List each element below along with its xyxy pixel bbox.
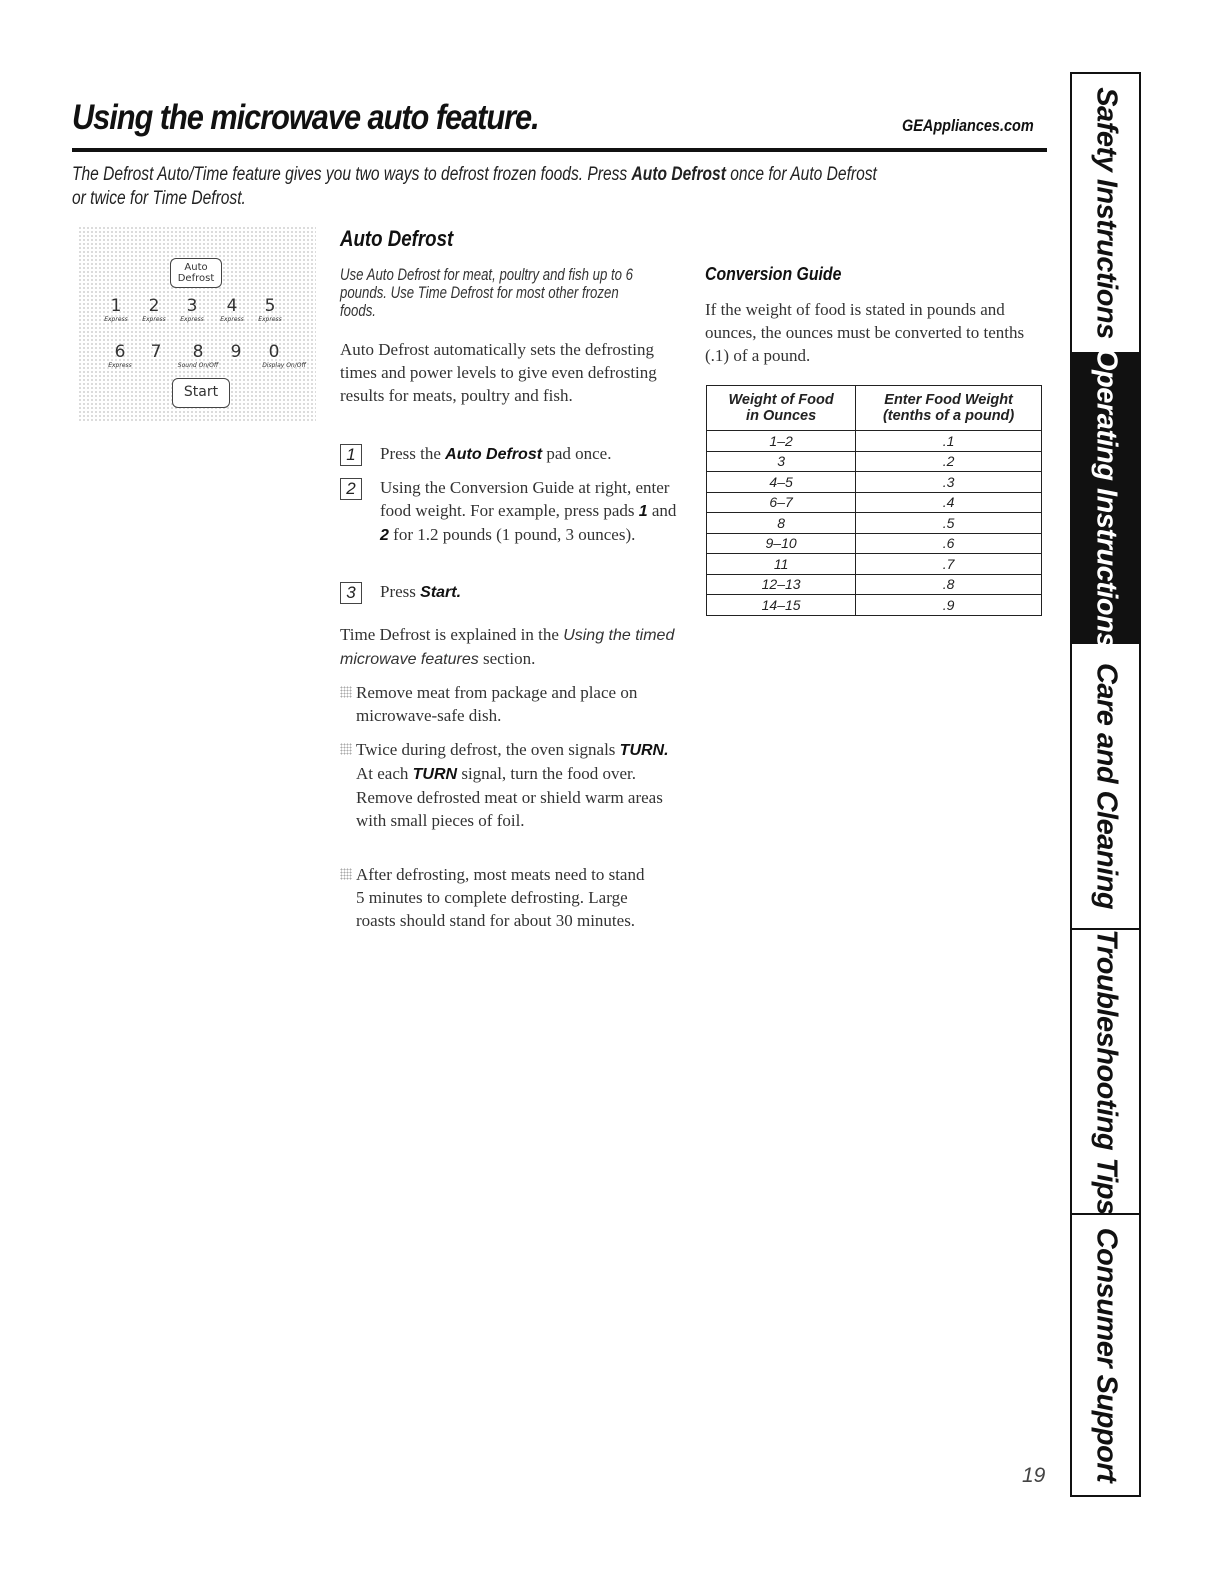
step-text-2 <box>380 476 680 547</box>
digit-key-2: 2 <box>148 296 160 316</box>
step-1-bold: Auto Defrost <box>445 446 543 463</box>
time-defrost-ital: Using the timed microwave features <box>340 627 675 668</box>
step-2-bold1: 1 <box>638 503 648 520</box>
digit-sub-6: Express <box>108 362 132 369</box>
digit-sub-0: Display On/Off <box>262 362 306 369</box>
auto-defrost-description: Auto Defrost automatically sets the defrosting times and power levels to give even defrosting results for meats, poultry and fish. <box>340 340 657 405</box>
digit-sub-2: Express <box>142 316 166 323</box>
ounces-cell: 3 <box>707 451 856 472</box>
ounces-cell: 4–5 <box>707 472 856 493</box>
digit-key-0: 0 <box>268 342 280 362</box>
digit-sub-4: Express <box>220 316 244 323</box>
bullet-text-3: After defrosting, most meats need to stand 5 minutes to complete defrosting. Large roasts should stand for about 30 minutes. <box>356 865 645 930</box>
tenths-cell: .9 <box>856 595 1042 616</box>
digit-key-4: 4 <box>226 296 238 316</box>
bullet-text-1: Remove meat from package and place on microwave-safe dish. <box>356 683 638 725</box>
digit-key-6: 6 <box>114 342 126 362</box>
ounces-cell: 6–7 <box>707 492 856 513</box>
digit-key-9: 9 <box>230 342 242 362</box>
ounces-cell: 14–15 <box>707 595 856 616</box>
step-2-pre: Using the Conversion Guide at right, enter food weight. For example, press pads <box>380 478 670 520</box>
digit-key-7: 7 <box>150 342 162 362</box>
step-2-post: for 1.2 pounds (1 pound, 3 ounces). <box>388 525 636 544</box>
digit-sub-8: Sound On/Off <box>177 362 219 369</box>
table-row <box>707 472 1042 493</box>
intro-text <box>72 163 1056 211</box>
table-row <box>707 431 1042 452</box>
step-2-bold2: 2 <box>380 527 389 544</box>
intro-part1: The Defrost Auto/Time feature gives you two ways to defrost frozen foods. Press <box>72 164 632 185</box>
ounces-cell: 12–13 <box>707 574 856 595</box>
section-tabs <box>1070 72 1141 1497</box>
auto-defrost-key <box>170 258 222 288</box>
bullet-2-post: signal, turn the food over. Remove defrosted meat or shield warm areas with small pieces of foil. <box>356 764 663 830</box>
digit-key-3: 3 <box>186 296 198 316</box>
tab-label-safety: Safety Instructions <box>1090 87 1122 339</box>
defrost-key-label: Defrost <box>177 273 215 284</box>
tenths-cell: .1 <box>856 431 1042 452</box>
tenths-cell: .3 <box>856 472 1042 493</box>
table-row <box>707 451 1042 472</box>
tab-consumer-support[interactable] <box>1072 1215 1139 1495</box>
col1-line2: in Ounces <box>746 408 817 424</box>
bullet-item-3 <box>340 863 650 932</box>
tab-label-care: Care and Cleaning <box>1090 662 1122 910</box>
bullet-2-mid: At each <box>356 764 413 783</box>
step-text-1 <box>380 442 680 466</box>
bullet-icon <box>340 868 352 880</box>
table-row <box>707 513 1042 534</box>
step-1-pre: Press the <box>380 444 446 463</box>
tenths-cell: .8 <box>856 574 1042 595</box>
time-defrost-post: section. <box>478 649 536 668</box>
bullet-icon <box>340 686 352 698</box>
digit-sub-5: Express <box>258 316 282 323</box>
column-header-ounces <box>707 386 856 431</box>
step-text-3 <box>380 580 680 604</box>
time-defrost-pre: Time Defrost is explained in the <box>340 625 564 644</box>
ounces-cell: 8 <box>707 513 856 534</box>
conversion-table <box>706 385 1042 616</box>
tab-label-consumer: Consumer Support <box>1090 1227 1122 1483</box>
digit-sub-1: Express <box>104 316 128 323</box>
table-row <box>707 574 1042 595</box>
tab-troubleshooting-tips[interactable] <box>1072 930 1139 1215</box>
digit-sub-3: Express <box>180 316 204 323</box>
tenths-cell: .5 <box>856 513 1042 534</box>
step-3-bold: Start. <box>420 584 462 601</box>
auto-defrost-heading: Auto Defrost <box>340 226 454 251</box>
time-defrost-note <box>340 623 685 671</box>
tab-operating-instructions[interactable] <box>1072 348 1139 648</box>
intro-bold: Auto Defrost <box>631 164 726 185</box>
site-url: GEAppliances.com <box>902 116 1034 135</box>
intro-part2: once for Auto Defrost <box>725 164 877 185</box>
column-header-tenths <box>856 386 1042 431</box>
step-2 <box>340 476 680 572</box>
tab-label-operating: Operating Instructions <box>1090 348 1122 648</box>
col2-line1: Enter Food Weight <box>884 392 1013 408</box>
tenths-cell: .4 <box>856 492 1042 513</box>
table-row <box>707 554 1042 575</box>
digit-key-1: 1 <box>110 296 122 316</box>
table-row <box>707 492 1042 513</box>
tab-safety-instructions[interactable] <box>1072 74 1139 354</box>
table-row <box>707 533 1042 554</box>
conversion-guide-heading: Conversion Guide <box>705 264 842 284</box>
page-number: 19 <box>1022 1464 1046 1487</box>
bullet-2-turn2: TURN <box>412 766 458 783</box>
bullet-item-1 <box>340 681 685 727</box>
step-3 <box>340 580 680 606</box>
step-3-pre: Press <box>380 582 421 601</box>
bullet-2-pre: Twice during defrost, the oven signals <box>356 740 620 759</box>
keypad-illustration <box>78 226 316 422</box>
bullet-item-2 <box>340 738 685 832</box>
step-number-3: 3 <box>340 582 362 604</box>
step-number-2: 2 <box>340 478 362 500</box>
intro-line2: or twice for Time Defrost. <box>72 188 246 209</box>
digit-key-8: 8 <box>192 342 204 362</box>
ounces-cell: 9–10 <box>707 533 856 554</box>
bullet-icon <box>340 743 352 755</box>
step-2-mid: and <box>647 501 677 520</box>
tab-care-and-cleaning[interactable] <box>1072 644 1139 930</box>
ounces-cell: 11 <box>707 554 856 575</box>
start-key: Start <box>172 378 230 408</box>
ounces-cell: 1–2 <box>707 431 856 452</box>
table-row <box>707 595 1042 616</box>
header-rule <box>72 148 1047 152</box>
digit-key-5: 5 <box>264 296 276 316</box>
tenths-cell: .7 <box>856 554 1042 575</box>
col1-line1: Weight of Food <box>728 392 834 408</box>
conversion-guide-text: If the weight of food is stated in pounds and ounces, the ounces must be converted to tenths (.1) of a pound. <box>705 300 1025 365</box>
bullet-text-2 <box>340 738 685 832</box>
bullet-2-turn1: TURN. <box>619 742 669 759</box>
auto-key-label: Auto <box>184 262 208 273</box>
page-title: Using the microwave auto feature. <box>72 98 539 137</box>
tenths-cell: .6 <box>856 533 1042 554</box>
step-number-1: 1 <box>340 444 362 466</box>
tab-label-troubleshooting: Troubleshooting Tips <box>1090 928 1122 1215</box>
auto-defrost-note: Use Auto Defrost for meat, poultry and fish up to 6 pounds. Use Time Defrost for most other frozen foods. <box>340 266 633 320</box>
step-1-post: pad once. <box>542 444 612 463</box>
step-1 <box>340 442 680 468</box>
tenths-cell: .2 <box>856 451 1042 472</box>
col2-line2: (tenths of a pound) <box>882 408 1015 424</box>
